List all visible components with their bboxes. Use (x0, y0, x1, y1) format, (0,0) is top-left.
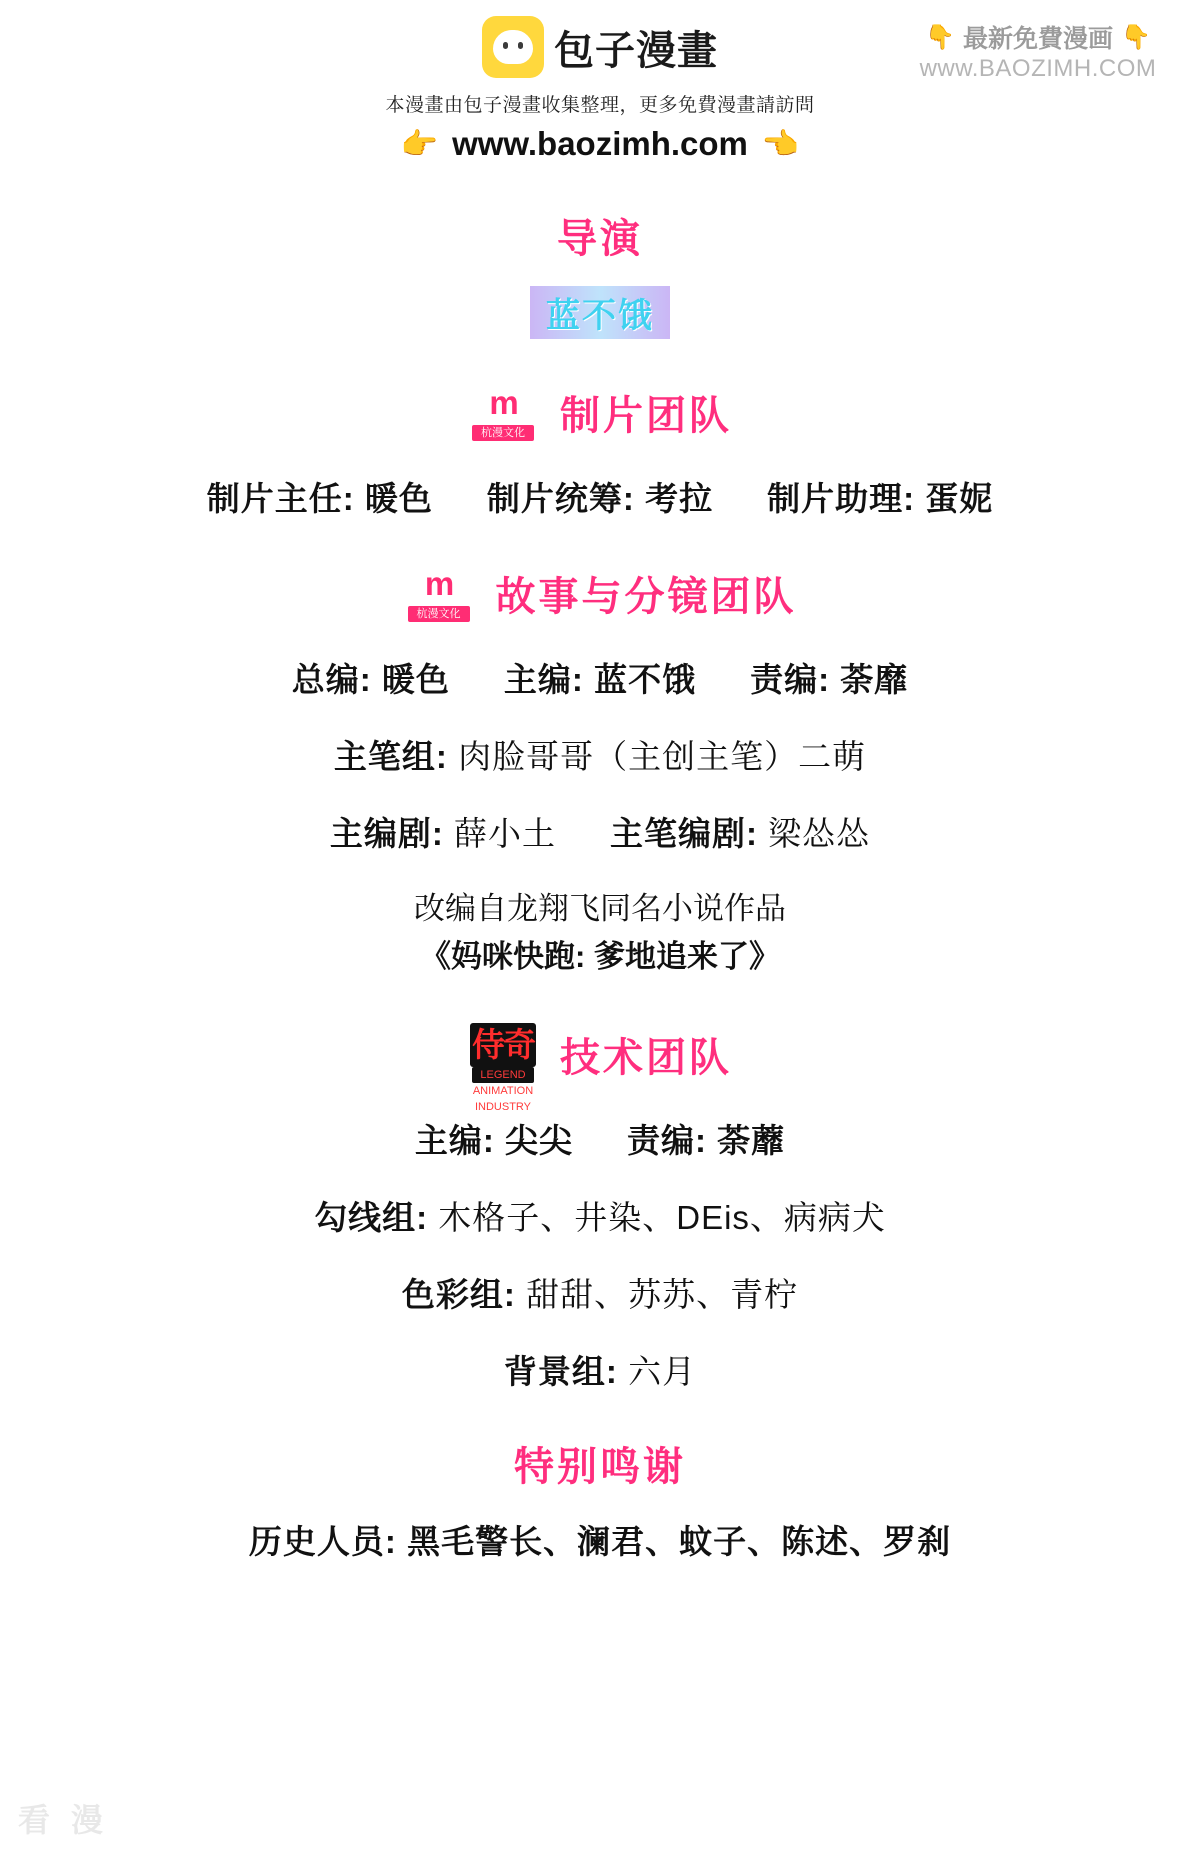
site-url-row (0, 125, 1200, 163)
credit-label: 总编: (291, 661, 372, 698)
watermark-url: www.BAOZIMH.COM (919, 55, 1157, 82)
tech-line-linework (0, 1192, 1200, 1239)
credit-entry (330, 808, 556, 855)
site-tagline: 本漫畫由包子漫畫收集整理，更多免費漫畫請訪問 (385, 95, 815, 116)
section-title-thanks: 特别鸣谢 (514, 1445, 686, 1490)
credits-body (0, 207, 1200, 1563)
credit-label: 制片主任: (206, 480, 355, 517)
credit-label: 勾线组: (314, 1199, 429, 1237)
credit-entry (292, 654, 450, 701)
brand-title: 包子漫畫 (554, 28, 718, 73)
credit-value: 暖色 (381, 661, 450, 698)
pointing-hand-down-left-icon: 👇 (925, 23, 955, 51)
pointing-hand-left-icon: 👈 (761, 127, 800, 161)
director-name-wrap (0, 264, 1200, 339)
watermark-line-1 (925, 19, 1151, 55)
credit-label: 制片统筹: (486, 480, 635, 517)
credit-label: 责编: (750, 661, 831, 698)
credit-label: 主笔组: (333, 738, 448, 775)
credit-value: 木格子、井染、DEis、病病犬 (438, 1199, 886, 1237)
director-name: 蓝不饿 (530, 286, 670, 339)
credit-entry (504, 654, 696, 701)
pointing-hand-down-right-icon: 👇 (1121, 23, 1151, 51)
credit-value: 考拉 (645, 480, 714, 517)
lead-artist-row (0, 731, 1200, 778)
credit-entry (767, 473, 993, 520)
credit-entry (415, 1115, 573, 1162)
credit-value: 暖色 (364, 480, 433, 517)
credit-entry (610, 808, 870, 855)
page-header (0, 0, 1200, 163)
legend-animation-logo-icon (468, 1023, 538, 1114)
credit-label: 背景组: (503, 1353, 618, 1391)
studio-logo-caption: 杭漫文化 (408, 606, 470, 622)
studio-logo-glyph: m (489, 384, 517, 421)
studio-logo-caption: 杭漫文化 (472, 425, 534, 441)
pointing-hand-right-icon: 👉 (400, 127, 439, 161)
section-title-story: 故事与分镜团队 (495, 574, 797, 619)
credit-label: 色彩组: (401, 1276, 516, 1314)
credit-value: 肉脸哥哥（主创主笔）二萌 (458, 738, 867, 775)
studio-logo-glyph: m (424, 565, 453, 602)
hangman-culture-logo-icon (468, 381, 538, 443)
credit-entry (207, 473, 433, 520)
section-header-story (0, 562, 1200, 624)
credit-value: 薛小土 (454, 815, 556, 852)
adaptation-line-2: 《妈咪快跑: 爹地追来了》 (420, 939, 780, 975)
watermark-text: 最新免費漫画 (962, 25, 1113, 53)
production-entries (0, 473, 1200, 520)
thanks-line (0, 1516, 1200, 1563)
tech-line-background (0, 1346, 1200, 1393)
site-url[interactable]: www.baozimh.com (452, 125, 748, 162)
watermark-badge (888, 18, 1188, 84)
credit-entry (487, 473, 713, 520)
credit-value: 荼蘼 (717, 1122, 786, 1160)
screenwriter-entries (0, 808, 1200, 855)
credit-label: 制片助理: (767, 480, 916, 517)
section-title-tech: 技术团队 (560, 1035, 732, 1080)
section-title-production: 制片团队 (560, 393, 732, 438)
credit-value: 六月 (628, 1353, 697, 1391)
section-header-tech (0, 1023, 1200, 1114)
credit-label: 主编剧: (329, 815, 444, 852)
credit-value: 尖尖 (505, 1122, 573, 1160)
credit-label: 历史人员: (248, 1523, 397, 1561)
bun-logo-icon (482, 16, 544, 78)
credit-label: 主编: (414, 1122, 495, 1160)
tech-entries (0, 1115, 1200, 1162)
tech-line-color (0, 1269, 1200, 1316)
hangman-culture-logo-icon (404, 562, 474, 624)
section-header-production (0, 381, 1200, 443)
credit-value: 蓝不饿 (594, 661, 697, 698)
credit-entry (750, 654, 908, 701)
credit-value: 甜甜、苏苏、青柠 (526, 1276, 799, 1314)
credit-label: 主编: (503, 661, 584, 698)
story-entries (0, 654, 1200, 701)
credit-value: 蛋妮 (925, 480, 994, 517)
footer-watermark: 看 漫 (18, 1802, 109, 1838)
credit-value: 梁怂怂 (768, 815, 871, 852)
adaptation-line-1: 改编自龙翔飞同名小说作品 (414, 891, 786, 926)
section-title-director: 导演 (557, 217, 643, 261)
credit-label: 主笔编剧: (610, 815, 758, 852)
credit-entry (627, 1115, 785, 1162)
credit-value: 黑毛警长、澜君、蚊子、陈述、罗刹 (407, 1523, 952, 1561)
studio-logo-caption: LEGEND ANIMATION INDUSTRY (472, 1069, 534, 1114)
credit-label: 责编: (627, 1122, 707, 1160)
credit-value: 荼靡 (840, 661, 909, 698)
studio-logo-glyph: 侍奇 (472, 1026, 534, 1064)
